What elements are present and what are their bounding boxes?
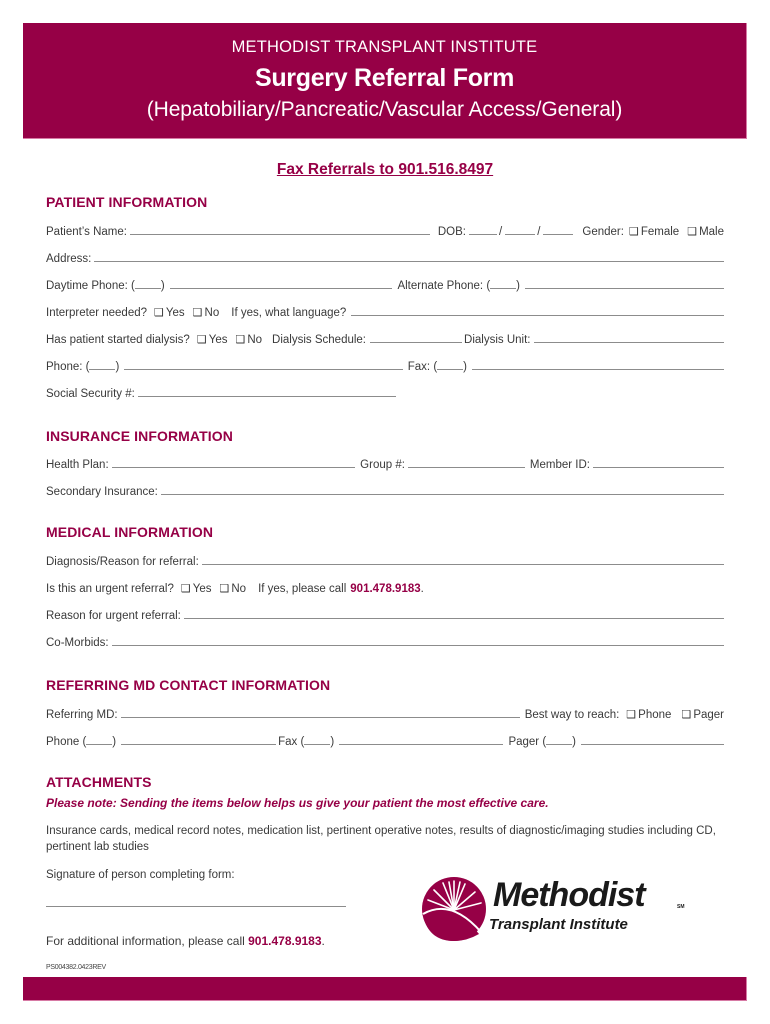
patient-name-field[interactable]	[130, 234, 430, 235]
md-fax-area-code-field[interactable]	[304, 744, 330, 745]
fax-label: Fax: (	[407, 361, 438, 373]
md-fax-field[interactable]	[339, 744, 503, 745]
section-title-insurance: INSURANCE INFORMATION	[46, 428, 233, 444]
daytime-phone-field[interactable]	[170, 288, 393, 289]
secondary-insurance-field[interactable]	[161, 494, 724, 495]
additional-info-line: For additional information, please call 901.478.9183.	[46, 934, 325, 948]
organization-name: METHODIST TRANSPLANT INSTITUTE	[231, 38, 538, 56]
additional-phone-number: 901.478.9183	[248, 934, 322, 948]
address-field[interactable]	[94, 261, 724, 262]
urgent-reason-field[interactable]	[184, 618, 724, 619]
md-pager-field[interactable]	[581, 744, 724, 745]
row-urgent-reason	[46, 606, 724, 622]
urgent-yes-checkbox[interactable]: ❑ Yes	[180, 583, 212, 595]
comorbids-label: Co-Morbids:	[46, 637, 109, 649]
urgent-no-checkbox[interactable]: ❑ No	[219, 583, 247, 595]
secondary-insurance-label: Secondary Insurance:	[46, 486, 158, 498]
dialysis-unit-label: Dialysis Unit:	[464, 334, 531, 346]
best-way-label: Best way to reach:	[524, 709, 620, 721]
phone-label: Phone: (	[46, 361, 90, 373]
health-plan-field[interactable]	[112, 467, 356, 468]
md-fax-label: Fax (	[278, 736, 305, 748]
row-diagnosis	[46, 552, 724, 568]
reach-pager-checkbox[interactable]: ❑ Pager	[681, 709, 724, 721]
row-referring-md	[46, 705, 724, 721]
dob-year-field[interactable]	[543, 234, 573, 235]
checkbox-icon: ❑	[626, 709, 637, 721]
logo-brand-text: Methodist	[493, 876, 645, 914]
section-title-referring-md: REFERRING MD CONTACT INFORMATION	[46, 677, 331, 693]
fax-referrals-line: Fax Referrals to 901.516.8497	[276, 161, 494, 178]
alternate-phone-field[interactable]	[525, 288, 724, 289]
urgent-label: Is this an urgent referral?	[46, 583, 174, 595]
urgent-phone-number: 901.478.9183	[350, 583, 421, 595]
diagnosis-label: Diagnosis/Reason for referral:	[46, 556, 199, 568]
attachments-items: Insurance cards, medical record notes, medication list, pertinent operative notes, results of diagnostic/imaging studies including CD, pertinent lab studies	[46, 825, 716, 853]
interpreter-label: Interpreter needed?	[46, 307, 148, 319]
form-subtitle: (Hepatobiliary/Pancreatic/Vascular Access/General)	[146, 98, 623, 121]
alternate-phone-label: Alternate Phone: (	[397, 280, 491, 292]
signature-field[interactable]	[46, 906, 346, 907]
section-title-attachments: ATTACHMENTS	[46, 774, 152, 790]
checkbox-icon: ❑	[681, 709, 692, 721]
dialysis-schedule-label: Dialysis Schedule:	[272, 334, 367, 346]
row-ssn	[46, 384, 396, 400]
dialysis-schedule-field[interactable]	[370, 342, 462, 343]
checkbox-icon: ❑	[180, 583, 191, 595]
group-field[interactable]	[408, 467, 525, 468]
form-title: Surgery Referral Form	[254, 64, 515, 92]
header-banner	[23, 23, 747, 139]
urgent-call-text: If yes, please call	[258, 583, 347, 595]
row-address	[46, 249, 724, 265]
ssn-label: Social Security #:	[46, 388, 135, 400]
methodist-logo	[421, 876, 691, 946]
referring-md-label: Referring MD:	[46, 709, 118, 721]
md-phone-label: Phone (	[46, 736, 87, 748]
dialysis-no-checkbox[interactable]: ❑ No	[235, 334, 263, 346]
phone-field[interactable]	[124, 369, 402, 370]
comorbids-field[interactable]	[112, 645, 724, 646]
diagnosis-field[interactable]	[202, 564, 724, 565]
gender-female-checkbox[interactable]: ❑ Female	[628, 226, 680, 238]
referring-md-field[interactable]	[121, 717, 520, 718]
row-urgent: Is this an urgent referral? ❑ Yes ❑ No If yes, please call 901.478.9183 .	[46, 583, 424, 595]
row-patient-name	[46, 222, 724, 238]
checkbox-icon: ❑	[235, 334, 246, 346]
attachments-note: Please note: Sending the items below helps us give your patient the most effective care.	[46, 796, 549, 810]
language-label: If yes, what language?	[231, 307, 347, 319]
section-title-medical: MEDICAL INFORMATION	[46, 524, 214, 540]
checkbox-icon: ❑	[154, 307, 164, 319]
md-phone-field[interactable]	[121, 744, 276, 745]
gender-label: Gender:	[582, 226, 624, 238]
interpreter-no-checkbox[interactable]: ❑ No	[192, 307, 220, 319]
dialysis-unit-field[interactable]	[534, 342, 724, 343]
row-phone-fax: Phone: ( ) Fax: ( )	[46, 357, 724, 373]
dialysis-label: Has patient started dialysis?	[46, 334, 190, 346]
footer-bar	[23, 977, 747, 1001]
row-phones: Daytime Phone: ( ) Alternate Phone: ( )	[46, 276, 724, 292]
checkbox-icon: ❑	[219, 583, 230, 595]
sunburst-logo-icon	[421, 876, 487, 942]
form-code: PS004382.0423REV	[46, 964, 106, 971]
checkbox-icon: ❑	[628, 226, 639, 238]
phone-area-code-field[interactable]	[89, 369, 115, 370]
gender-male-checkbox[interactable]: ❑ Male	[687, 226, 724, 238]
checkbox-icon: ❑	[192, 307, 203, 319]
row-secondary-insurance	[46, 482, 724, 498]
language-field[interactable]	[351, 315, 724, 316]
health-plan-label: Health Plan:	[46, 459, 109, 471]
logo-subtitle: Transplant Institute	[489, 916, 628, 933]
dob-separator: /	[537, 226, 541, 238]
checkbox-icon: ❑	[196, 334, 207, 346]
member-id-field[interactable]	[593, 467, 724, 468]
row-referring-contacts: Phone ( ) Fax ( ) Pager ( )	[46, 732, 724, 748]
member-id-label: Member ID:	[529, 459, 590, 471]
fax-field[interactable]	[472, 369, 724, 370]
dialysis-yes-checkbox[interactable]: ❑ Yes	[196, 334, 228, 346]
reach-phone-checkbox[interactable]: ❑ Phone	[626, 709, 672, 721]
dob-separator: /	[498, 226, 503, 238]
patient-name-label: Patient’s Name:	[46, 226, 127, 238]
section-title-patient: PATIENT INFORMATION	[46, 194, 208, 210]
row-comorbids	[46, 633, 724, 649]
alternate-area-code-field[interactable]	[490, 288, 516, 289]
row-dialysis	[46, 330, 724, 346]
interpreter-yes-checkbox[interactable]: ❑ Yes	[154, 307, 185, 319]
daytime-phone-label: Daytime Phone: (	[46, 280, 135, 292]
logo-service-mark: SM	[677, 904, 685, 910]
row-interpreter	[46, 303, 724, 319]
row-health-plan	[46, 455, 724, 471]
md-pager-area-code-field[interactable]	[546, 744, 572, 745]
ssn-field[interactable]	[138, 396, 396, 397]
address-label: Address:	[46, 253, 92, 265]
checkbox-icon: ❑	[687, 226, 698, 238]
dob-label: DOB:	[437, 226, 466, 238]
group-label: Group #:	[360, 459, 405, 471]
signature-label: Signature of person completing form:	[46, 869, 235, 881]
md-pager-label: Pager (	[508, 736, 547, 748]
daytime-area-code-field[interactable]	[135, 288, 161, 289]
dob-day-field[interactable]	[505, 234, 535, 235]
urgent-reason-label: Reason for urgent referral:	[46, 610, 181, 622]
dob-month-field[interactable]	[469, 234, 497, 235]
fax-area-code-field[interactable]	[437, 369, 463, 370]
md-phone-area-code-field[interactable]	[86, 744, 112, 745]
